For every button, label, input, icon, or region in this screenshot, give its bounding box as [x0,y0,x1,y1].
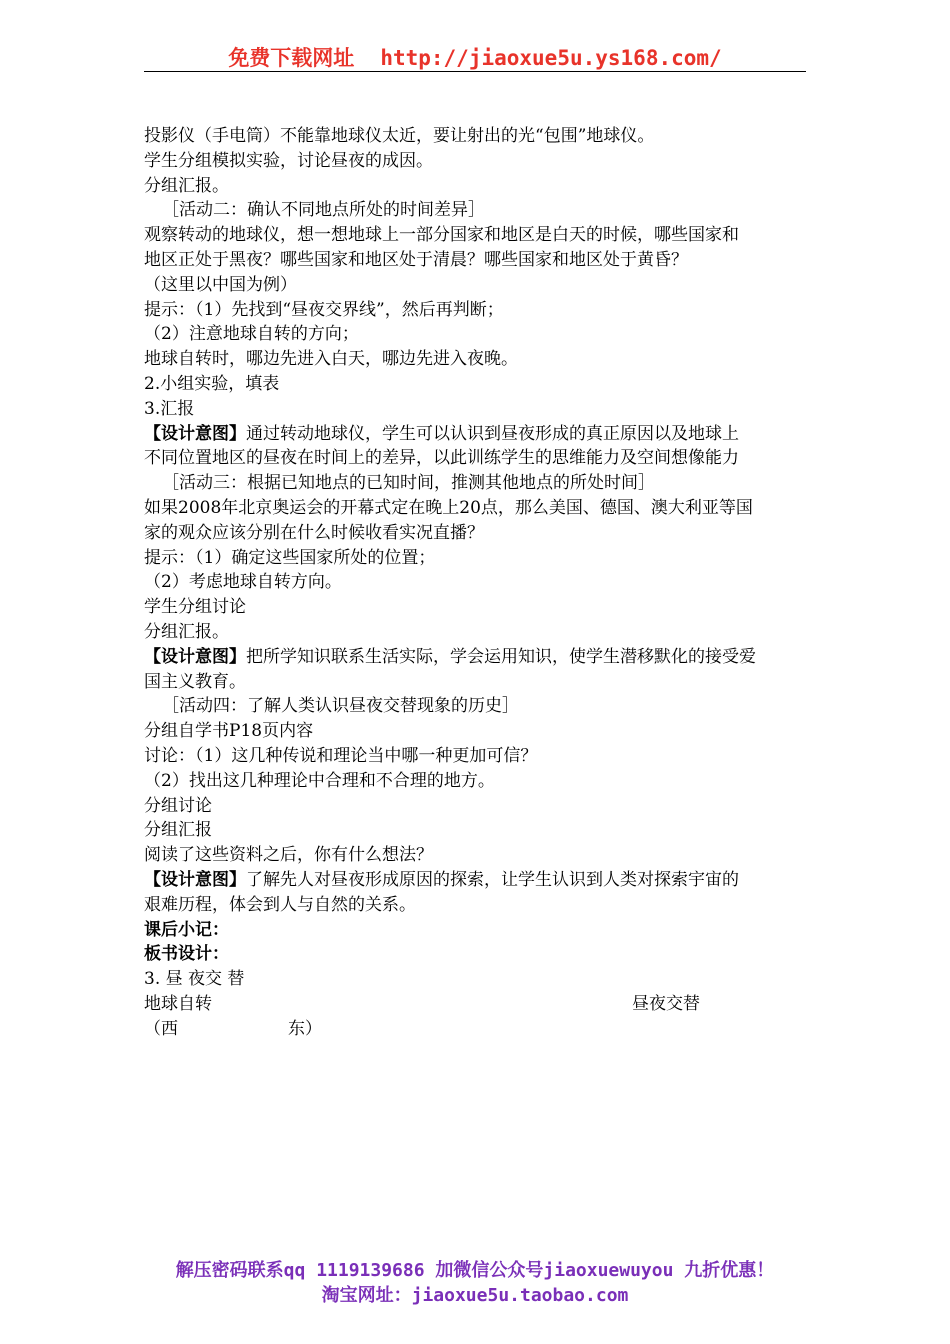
design-intent-text: 通过转动地球仪，学生可以认识到昼夜形成的真正原因以及地球上 [246,423,739,444]
text-line: 地球自转时，哪边先进入白天，哪边先进入夜晚。 [144,349,518,370]
text-line: 投影仪（手电筒）不能靠地球仪太近，要让射出的光“包围”地球仪。 [144,126,655,146]
text-line: 国主义教育。 [144,671,246,692]
text-line: 提示：（1）确定这些国家所处的位置； [144,547,436,568]
design-intent-tag: 【设计意图】 [144,646,246,667]
section-heading-notes: 课后小记： [144,919,229,940]
text-line: （2）找出这几种理论中合理和不合理的地方。 [144,770,495,791]
design-intent-tag: 【设计意图】 [144,869,246,890]
design-intent-text: 了解先人对昼夜形成原因的探索，让学生认识到人类对探索宇宙的 [246,869,739,890]
text-line: （2）考虑地球自转方向。 [144,572,342,593]
board-left: 地球自转 [144,993,212,1014]
document-body [144,124,814,1041]
text-line: 分组汇报 [144,820,212,841]
text-line: 讨论：（1）这几种传说和理论当中哪一种更加可信？ [144,745,538,766]
footer-shop-link[interactable]: 淘宝网址：jiaoxue5u.taobao.com [321,1285,629,1306]
text-line: 家的观众应该分别在什么时候收看实况直播？ [144,522,484,543]
text-line: 分组汇报。 [144,621,229,642]
text-line: 分组自学书P18页内容 [144,721,314,742]
board-east: 东） [288,1018,322,1039]
board-row [144,992,814,1017]
text-line: 学生分组讨论 [144,597,246,618]
text-line: 地区正处于黑夜？哪些国家和地区处于清晨？哪些国家和地区处于黄昏？ [144,249,688,270]
text-line: 不同位置地区的昼夜在时间上的差异，以此训练学生的思维能力及空间想像能力 [144,448,739,469]
design-intent-line [144,868,814,893]
text-line: 分组汇报。 [144,175,229,196]
text-line: 如果2008年北京奥运会的开幕式定在晚上20点，那么美国、德国、澳大利亚等国 [144,497,753,518]
activity-heading: ［活动二：确认不同地点所处的时间差异］ [162,200,485,221]
design-intent-line [144,422,814,447]
text-line: （2）注意地球自转的方向； [144,324,359,345]
text-line: 2.小组实验，填表 [144,373,280,394]
text-line: 3.汇报 [144,398,195,419]
header-url-link[interactable]: http://jiaoxue5u.ys168.com/ [380,46,722,70]
text-line: 提示：（1）先找到“昼夜交界线”，然后再判断； [144,299,504,320]
activity-heading: ［活动三：根据已知地点的已知时间，推测其他地点的所处时间］ [162,473,655,494]
board-row [144,1017,814,1042]
footer-contact: 解压密码联系qq 1119139686 加微信公众号jiaoxuewuyou 九折优惠！ [175,1260,775,1281]
design-intent-line [144,645,814,670]
text-line: 观察转动的地球仪，想一想地球上一部分国家和地区是白天的时候，哪些国家和 [144,225,739,246]
board-right: 昼夜交替 [632,993,700,1014]
text-line: 学生分组模拟实验，讨论昼夜的成因。 [144,150,433,171]
board-title: 3. 昼 夜交 替 [144,969,245,990]
design-intent-text: 把所学知识联系生活实际，学会运用知识，使学生潜移默化的接受爱 [246,646,756,667]
activity-heading: ［活动四：了解人类认识昼夜交替现象的历史］ [162,696,519,717]
header-divider [144,71,806,72]
page-header [144,44,806,72]
text-line: （这里以中国为例） [144,274,297,295]
board-west: （西 [144,1018,178,1039]
text-line: 阅读了这些资料之后，你有什么想法？ [144,845,433,866]
design-intent-tag: 【设计意图】 [144,423,246,444]
text-line: 艰难历程，体会到人与自然的关系。 [144,894,416,915]
header-label: 免费下载网址 [228,46,355,70]
text-line: 分组讨论 [144,795,212,816]
section-heading-board: 板书设计： [144,944,229,965]
